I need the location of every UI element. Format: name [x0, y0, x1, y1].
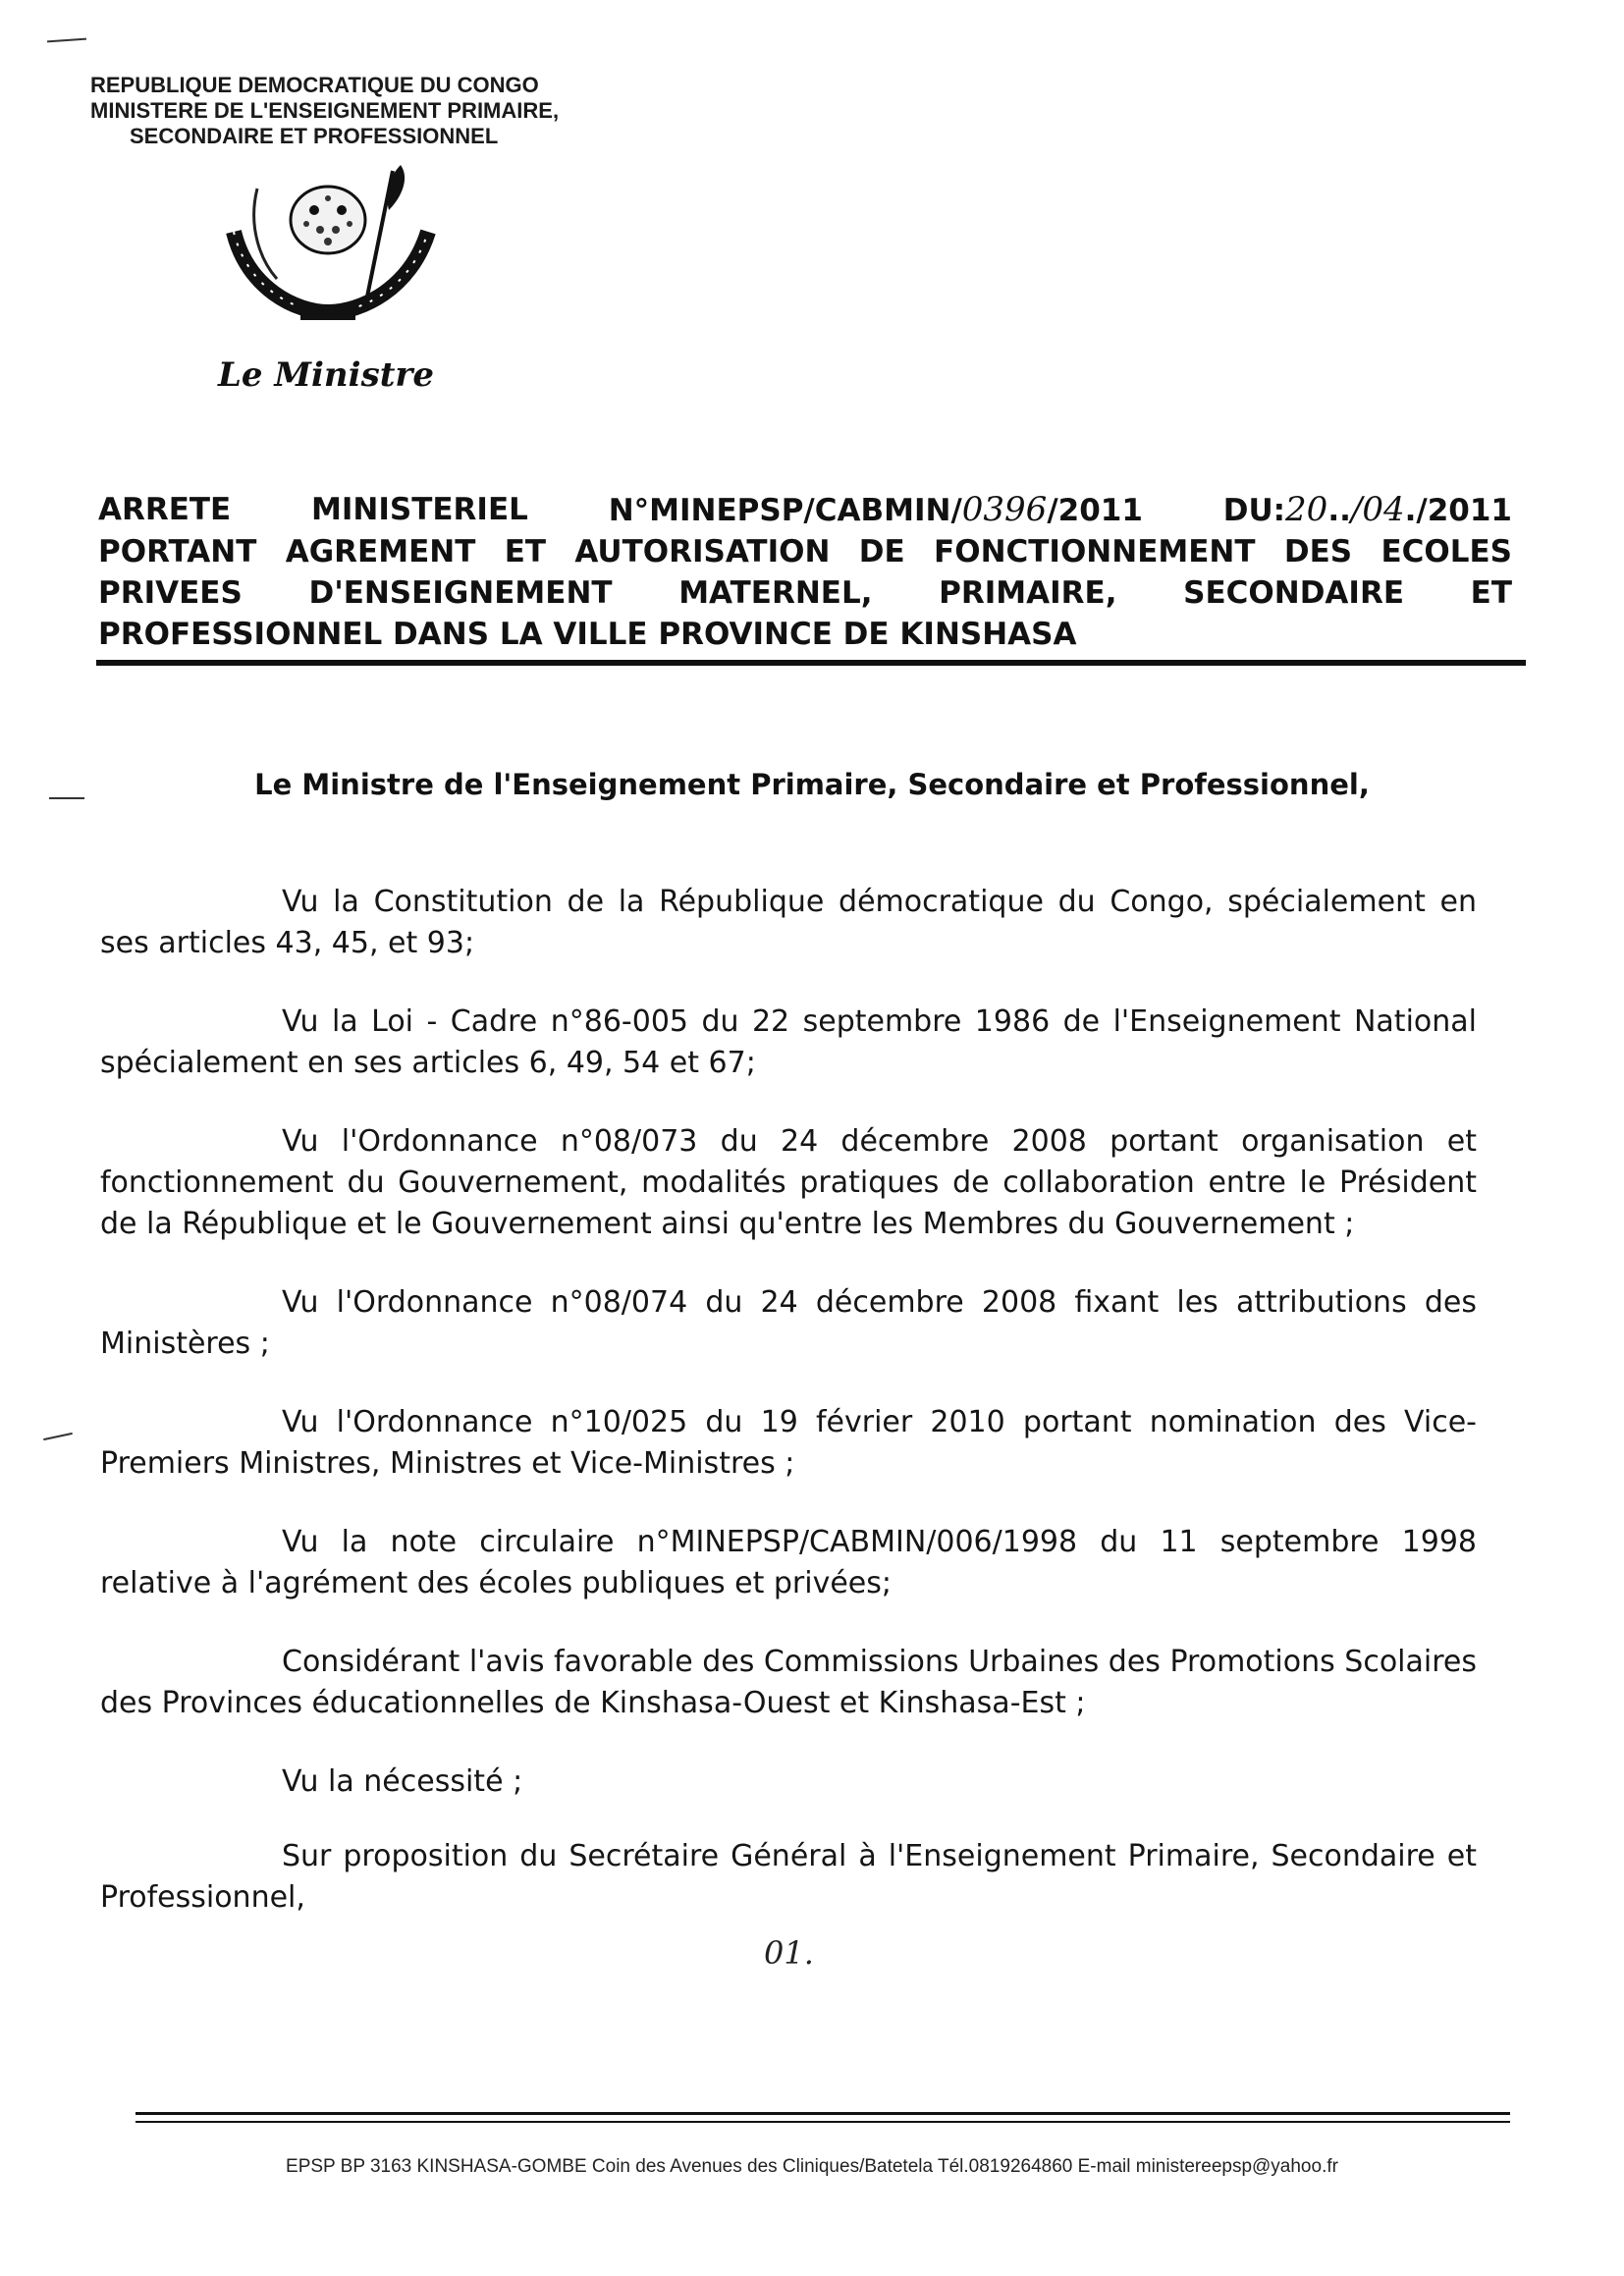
preamble-paragraph: Vu l'Ordonnance n°10/025 du 19 février 2010 portant nomination des Vice-Premiers Ministres, Ministres et Vice-Ministres ;	[100, 1405, 1477, 1481]
reference-year: /2011	[1047, 493, 1143, 528]
decree-body	[100, 882, 1477, 1956]
title-line-4: PROFESSIONNEL DANS LA VILLE PROVINCE DE KINSHASA	[98, 617, 1077, 652]
decree-subject: Le Ministre de l'Enseignement Primaire, Secondaire et Professionnel,	[254, 768, 1370, 801]
reference-number: 0396	[961, 490, 1048, 529]
minister-signature-title: Le Ministre	[218, 355, 434, 395]
title-word-arrete: ARRETE	[98, 492, 232, 527]
title-word-ministeriel: MINISTERIEL	[311, 492, 528, 527]
preamble-paragraph: Vu l'Ordonnance n°08/073 du 24 décembre 2008 portant organisation et fonctionnement du Gouvernement, modalités pratiques de collaboration entre le Président de la République et le Gouvernement ainsi qu'entre les Membres du Gouvernement ;	[100, 1124, 1477, 1241]
footer-contact: EPSP BP 3163 KINSHASA-GOMBE Coin des Avenues des Cliniques/Batetela Tél.0819264860 E-mail ministereepsp@yahoo.fr	[286, 2156, 1338, 2177]
preamble-paragraph: Vu la nécessité ;	[282, 1764, 523, 1799]
preamble-paragraph: Considérant l'avis favorable des Commissions Urbaines des Promotions Scolaires des Provinces éducationnelles de Kinshasa-Ouest et Kinshasa-Est ;	[100, 1645, 1477, 1720]
letterhead	[90, 73, 559, 149]
date-month: /04	[1350, 490, 1405, 529]
letterhead-line-3: SECONDAIRE ET PROFESSIONNEL	[130, 124, 499, 148]
coat-of-arms-icon	[218, 159, 460, 334]
reference-prefix: N°MINEPSP/CABMIN/	[608, 493, 962, 528]
title-line-2: PORTANT AGREMENT ET AUTORISATION DE FONCTIONNEMENT DES ECOLES	[98, 534, 1512, 569]
preamble-paragraph: Sur proposition du Secrétaire Général à l'Enseignement Primaire, Secondaire et Professionnel,	[100, 1839, 1477, 1915]
letterhead-line-2: MINISTERE DE L'ENSEIGNEMENT PRIMAIRE,	[90, 98, 560, 123]
date-year: /2011	[1416, 493, 1512, 528]
scan-mark	[43, 1433, 73, 1440]
scan-mark	[47, 38, 86, 43]
page-number: 01.	[764, 1934, 814, 1972]
date-separator: .	[1404, 493, 1417, 528]
title-divider	[96, 660, 1526, 666]
title-line-3: PRIVEES D'ENSEIGNEMENT MATERNEL, PRIMAIRE, SECONDAIRE ET	[98, 575, 1512, 611]
letterhead-line-1: REPUBLIQUE DEMOCRATIQUE DU CONGO	[90, 73, 539, 97]
preamble-paragraph: Vu la Loi - Cadre n°86-005 du 22 septembre 1986 de l'Enseignement National spécialement en ses articles 6, 49, 54 et 67;	[100, 1004, 1477, 1080]
decree-title	[98, 489, 1512, 655]
footer-rule	[135, 2112, 1510, 2115]
title-line-1	[98, 489, 1512, 531]
preamble-paragraph: Vu la note circulaire n°MINEPSP/CABMIN/006/1998 du 11 septembre 1998 relative à l'agrément des écoles publiques et privées;	[100, 1525, 1477, 1600]
date-day: 20	[1285, 490, 1328, 529]
preamble-paragraph: Vu la Constitution de la République démocratique du Congo, spécialement en ses articles 43, 45, et 93;	[100, 885, 1477, 960]
date-separator: ..	[1327, 493, 1351, 528]
footer-rule	[135, 2121, 1510, 2123]
decree-date	[1223, 489, 1512, 531]
decree-reference	[609, 489, 1143, 531]
preamble-paragraph: Vu l'Ordonnance n°08/074 du 24 décembre 2008 fixant les attributions des Ministères ;	[100, 1285, 1477, 1361]
date-prefix: DU:	[1222, 493, 1286, 528]
